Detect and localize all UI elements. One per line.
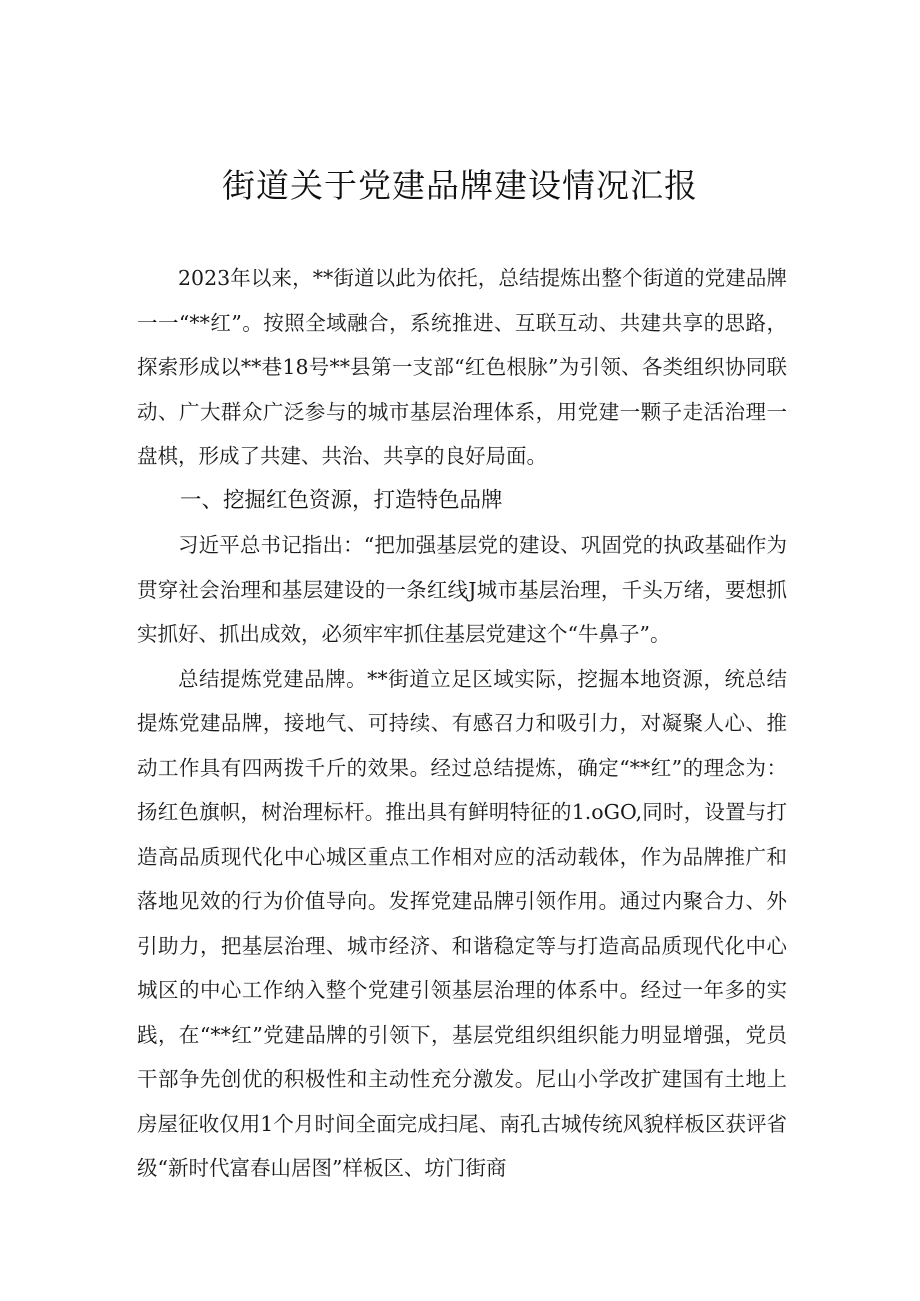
document-title: 街道关于党建品牌建设情况汇报 [222, 166, 698, 205]
quote-paragraph: 习近平总书记指出：“把加强基层党的建设、巩固党的执政基础作为贯穿社会治理和基层建设的一条红线J城市基层治理，千头万绪，要想抓实抓好、抓出成效，必须牢牢抓住基层党建这个“牛鼻子”。 [137, 533, 787, 646]
document-body [137, 256, 787, 1191]
body-paragraph: 总结提炼党建品牌。**街道立足区域实际，挖掘本地资源，统总结提炼党建品牌，接地气、可持续、有感召力和吸引力，对凝聚人心、推动工作具有四两拨千斤的效果。经过总结提炼，确定“**红”的理念为：扬红色旗帜，树治理标杆。推出具有鲜明特征的1.oGO,同时，设置与打造高品质现代化中心城区重点工作相对应的活动载体，作为品牌推广和落地见效的行为价值导向。发挥党建品牌引领作用。通过内聚合力、外引助力，把基层治理、城市经济、和谐稳定等与打造高品质现代化中心城区的中心工作纳入整个党建引领基层治理的体系中。经过一年多的实践，在“**红”党建品牌的引领下，基层党组织组织能力明显增强，党员干部争先创优的积极性和主动性充分激发。尼山小学改扩建国有土地上房屋征收仅用1个月时间全面完成扫尾、南孔古城传统风貌样板区获评省级“新时代富春山居图”样板区、坊门街商 [137, 666, 787, 1180]
section-heading-1: 一、挖掘红色资源，打造特色品牌 [180, 487, 503, 513]
intro-paragraph: 2023年以来，**街道以此为依托，总结提炼出整个街道的党建品牌一一“**红”。按照全域融合，系统推进、互联互动、共建共享的思路，探索形成以**巷18号**县第一支部“红色根脉”为引领、各类组织协同联动、广大群众广泛参与的城市基层治理体系，用党建一颗子走活治理一盘棋，形成了共建、共治、共享的良好局面。 [137, 266, 787, 468]
